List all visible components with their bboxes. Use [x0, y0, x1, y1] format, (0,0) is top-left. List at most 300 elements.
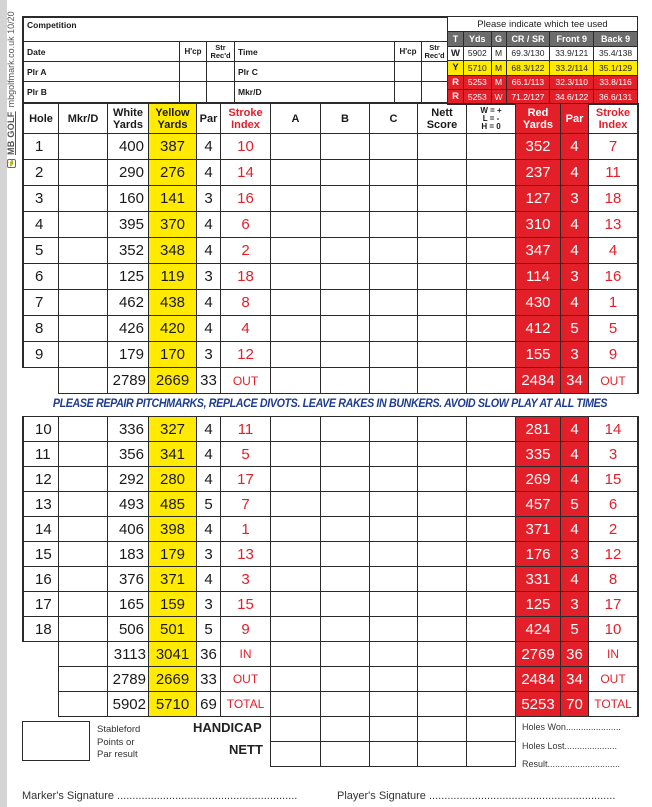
total-wlh-input[interactable]	[466, 691, 516, 717]
red-par	[560, 159, 589, 186]
str-recd-header-left	[206, 41, 235, 62]
par	[196, 491, 221, 517]
wlh-input[interactable]	[466, 133, 516, 160]
player-c-score-input[interactable]	[369, 341, 418, 368]
tee-gender: W	[491, 90, 506, 105]
nett-score-input[interactable]	[417, 591, 467, 617]
col-red-par	[560, 103, 589, 134]
par	[196, 466, 221, 492]
stroke-index	[220, 315, 271, 342]
tee-gender: M	[491, 75, 506, 90]
tee-row-yellow[interactable]	[448, 61, 638, 76]
nett-score-input[interactable]	[417, 441, 467, 467]
wlh-input[interactable]	[466, 541, 516, 567]
par-value: 4	[204, 216, 213, 233]
wlh-input[interactable]	[466, 341, 516, 368]
total-marker-input[interactable]	[58, 666, 108, 692]
wlh-input[interactable]	[466, 211, 516, 238]
nett-input[interactable]	[270, 741, 321, 767]
player-b-score-input[interactable]	[320, 591, 370, 617]
player-c-score-input[interactable]	[369, 289, 418, 316]
holes-won-field[interactable]: Holes Won......................	[522, 722, 621, 732]
player-b-score-input[interactable]	[320, 211, 370, 238]
nett-score-input[interactable]	[417, 566, 467, 592]
red-par-value: 3	[570, 545, 579, 563]
total-white-yards-value: 2789	[112, 670, 146, 688]
red-yards-value: 430	[525, 294, 551, 311]
player-a-score-input[interactable]	[270, 185, 321, 212]
red-par-value: 4	[570, 570, 579, 588]
red-stroke-index-value: 14	[604, 420, 622, 438]
stroke-index-value: 6	[241, 216, 250, 233]
player-c-score-input[interactable]	[369, 566, 418, 592]
total-player-b-input[interactable]	[320, 367, 370, 394]
marker-score-input[interactable]	[58, 591, 108, 617]
player-c-score-input[interactable]	[369, 416, 418, 442]
wlh-input[interactable]	[466, 566, 516, 592]
total-player-c-input[interactable]	[369, 691, 418, 717]
red-yards-value: 412	[525, 320, 551, 337]
white-yards	[107, 341, 149, 368]
competition-field[interactable]	[22, 16, 448, 42]
nett-score-input[interactable]	[417, 237, 467, 264]
site-label: mbgolfmark.co.uk 10/20	[6, 11, 16, 108]
red-par-value: 4	[570, 420, 579, 438]
stroke-index	[220, 341, 271, 368]
nett-score-input[interactable]	[417, 466, 467, 492]
marker-score-input[interactable]	[58, 211, 108, 238]
wlh-input[interactable]	[466, 441, 516, 467]
red-yards-value: 310	[525, 216, 551, 233]
marker-score-input[interactable]	[58, 159, 108, 186]
total-player-c-input[interactable]	[369, 367, 418, 394]
player-a-hcp[interactable]	[179, 61, 207, 82]
total-marker-input[interactable]	[58, 641, 108, 667]
marker-score-input[interactable]	[58, 289, 108, 316]
red-par	[560, 263, 589, 290]
player-b-str[interactable]	[206, 81, 235, 103]
total-red-label	[588, 666, 639, 692]
player-a-score-input[interactable]	[270, 237, 321, 264]
nett-score-input[interactable]	[417, 211, 467, 238]
marker-score-input[interactable]	[58, 341, 108, 368]
white-yards-value: 400	[118, 138, 144, 155]
player-a-score-input[interactable]	[270, 341, 321, 368]
nett-score-input[interactable]	[417, 159, 467, 186]
tee-row-red-women[interactable]	[448, 90, 638, 105]
total-player-c-input[interactable]	[369, 641, 418, 667]
red-yards-value: 347	[525, 242, 551, 259]
player-c-score-input[interactable]	[369, 185, 418, 212]
wlh-input[interactable]	[466, 315, 516, 342]
nett-score-input[interactable]	[417, 616, 467, 642]
total-nett-input[interactable]	[417, 641, 467, 667]
recd-label: Rec'd	[424, 50, 445, 60]
total-marker-input[interactable]	[58, 691, 108, 717]
red-yards-value: 281	[525, 420, 551, 438]
marker-score-input[interactable]	[58, 616, 108, 642]
player-c-score-input[interactable]	[369, 159, 418, 186]
col-stroke-index-text-0: Stroke	[228, 106, 263, 119]
total-par	[196, 367, 221, 394]
player-b-hcp[interactable]	[179, 81, 207, 103]
marker-score-input[interactable]	[58, 491, 108, 517]
hole-number-value: 12	[35, 470, 52, 488]
marker-score-input[interactable]	[58, 416, 108, 442]
wlh-input[interactable]	[466, 516, 516, 542]
par	[196, 516, 221, 542]
total-label	[220, 691, 271, 717]
total-player-a-input[interactable]	[270, 691, 321, 717]
hole-number	[22, 185, 59, 212]
white-yards-value: 336	[118, 420, 144, 438]
player-a-score-input[interactable]	[270, 591, 321, 617]
white-yards	[107, 491, 149, 517]
player-c-score-input[interactable]	[369, 491, 418, 517]
tee-row-red-men[interactable]	[448, 75, 638, 90]
handicap-input[interactable]	[270, 716, 321, 742]
handicap-input[interactable]	[369, 716, 418, 742]
total-nett-input[interactable]	[417, 691, 467, 717]
player-b-score-input[interactable]	[320, 416, 370, 442]
marker-score-input[interactable]	[58, 566, 108, 592]
player-b-score-input[interactable]	[320, 159, 370, 186]
player-c-score-input[interactable]	[369, 263, 418, 290]
col-player-a-text-0: A	[291, 112, 300, 125]
nett-input[interactable]	[320, 741, 370, 767]
wlh-input[interactable]	[466, 591, 516, 617]
white-yards	[107, 466, 149, 492]
red-yards	[515, 491, 561, 517]
player-c-score-input[interactable]	[369, 441, 418, 467]
total-player-b-input[interactable]	[320, 691, 370, 717]
wlh-input[interactable]	[466, 491, 516, 517]
marker-score-input[interactable]	[58, 466, 108, 492]
player-a-score-input[interactable]	[270, 211, 321, 238]
player-c-str[interactable]	[421, 61, 448, 82]
col-red-stroke-index	[588, 103, 639, 134]
player-a-score-input[interactable]	[270, 466, 321, 492]
marker-score-input[interactable]	[58, 541, 108, 567]
red-yards	[515, 159, 561, 186]
tee-code[interactable]: R	[448, 90, 464, 105]
total-nett-input[interactable]	[417, 367, 467, 394]
player-signature-field[interactable]: Player's Signature .............................................................	[337, 790, 616, 802]
col-yellow-yards-text-1: Yards	[157, 118, 188, 131]
red-yards	[515, 541, 561, 567]
player-b-field[interactable]	[22, 81, 180, 103]
handicap-input[interactable]	[466, 716, 516, 742]
col-g: G	[491, 32, 506, 47]
yellow-yards	[148, 416, 197, 442]
nett-input[interactable]	[417, 741, 467, 767]
total-yellow-yards	[148, 691, 197, 717]
player-a-score-input[interactable]	[270, 263, 321, 290]
stroke-index-value: 18	[237, 268, 254, 285]
red-par	[560, 591, 589, 617]
handicap-input[interactable]	[417, 716, 467, 742]
total-red-par-value: 70	[566, 695, 583, 713]
wlh-input[interactable]	[466, 466, 516, 492]
player-a-score-input[interactable]	[270, 491, 321, 517]
col-red-yards-text-1: Yards	[523, 118, 553, 131]
yellow-yards	[148, 185, 197, 212]
col-back9: Back 9	[594, 32, 638, 47]
par-value: 4	[204, 570, 213, 588]
player-c-field[interactable]	[234, 61, 395, 82]
hcp-header-right	[394, 41, 422, 62]
marker-str[interactable]	[421, 81, 448, 103]
player-a-score-input[interactable]	[270, 133, 321, 160]
player-a-score-input[interactable]	[270, 159, 321, 186]
red-stroke-index-value: 6	[608, 495, 618, 513]
competition-label: Competition	[27, 20, 77, 30]
white-yards	[107, 289, 149, 316]
player-c-score-input[interactable]	[369, 516, 418, 542]
red-yards	[515, 133, 561, 160]
hole-number-value: 6	[35, 268, 44, 285]
total-red-label-value: TOTAL	[594, 697, 632, 711]
nett-score-input[interactable]	[417, 315, 467, 342]
player-a-score-input[interactable]	[270, 516, 321, 542]
stroke-index	[220, 441, 271, 467]
hole-number-value: 5	[35, 242, 44, 259]
tee-yards: 5710	[464, 61, 492, 76]
total-player-b-input[interactable]	[320, 666, 370, 692]
red-yards	[515, 315, 561, 342]
red-stroke-index-value: 1	[608, 294, 618, 311]
marker-hcp[interactable]	[394, 81, 422, 103]
result-field[interactable]: Result.............................	[522, 759, 621, 769]
total-wlh-input[interactable]	[466, 666, 516, 692]
col-red-stroke-index-text-0: Stroke	[595, 106, 631, 119]
player-a-score-input[interactable]	[270, 566, 321, 592]
player-c-score-input[interactable]	[369, 616, 418, 642]
wlh-input[interactable]	[466, 616, 516, 642]
nett-input[interactable]	[466, 741, 516, 767]
nett-score-input[interactable]	[417, 516, 467, 542]
col-t: T	[448, 32, 464, 47]
wlh-input[interactable]	[466, 263, 516, 290]
stableford-box[interactable]	[22, 721, 90, 761]
total-red-yards-value: 2769	[521, 645, 555, 663]
holes-lost-field[interactable]: Holes Lost.....................	[522, 741, 618, 751]
nett-score-input[interactable]	[417, 541, 467, 567]
player-c-score-input[interactable]	[369, 541, 418, 567]
marker-signature-field[interactable]: Marker's Signature ...........................................................	[22, 790, 298, 802]
stroke-index-value: 13	[237, 545, 254, 563]
total-wlh-input[interactable]	[466, 367, 516, 394]
col-par-text-0: Par	[199, 112, 218, 125]
total-par-value: 36	[200, 645, 217, 663]
red-yards	[515, 211, 561, 238]
red-stroke-index	[588, 416, 639, 442]
nett-score-input[interactable]	[417, 185, 467, 212]
total-player-a-input[interactable]	[270, 666, 321, 692]
player-a-score-input[interactable]	[270, 541, 321, 567]
player-a-field[interactable]	[22, 61, 180, 82]
nett-score-input[interactable]	[417, 491, 467, 517]
date-field[interactable]	[22, 41, 180, 62]
time-field[interactable]	[234, 41, 395, 62]
tee-crsr: 71.2/127	[506, 90, 550, 105]
nett-input[interactable]	[369, 741, 418, 767]
player-c-hcp[interactable]	[394, 61, 422, 82]
nett-score-input[interactable]	[417, 263, 467, 290]
wlh-input[interactable]	[466, 185, 516, 212]
player-a-score-input[interactable]	[270, 416, 321, 442]
yellow-yards-value: 179	[159, 545, 186, 563]
player-b-score-input[interactable]	[320, 441, 370, 467]
wlh-input[interactable]	[466, 237, 516, 264]
tee-code[interactable]: Y	[448, 61, 464, 76]
par-value: 4	[204, 242, 213, 259]
nett-score-input[interactable]	[417, 289, 467, 316]
player-b-score-input[interactable]	[320, 133, 370, 160]
red-stroke-index	[588, 315, 639, 342]
player-b-score-input[interactable]	[320, 491, 370, 517]
total-wlh-input[interactable]	[466, 641, 516, 667]
player-b-score-input[interactable]	[320, 466, 370, 492]
stableford-label-2: Points or	[97, 737, 135, 748]
marker-field[interactable]	[234, 81, 395, 103]
hole-number	[22, 159, 59, 186]
hole-number	[22, 263, 59, 290]
hole-number	[22, 441, 59, 467]
player-c-score-input[interactable]	[369, 591, 418, 617]
red-stroke-index	[588, 591, 639, 617]
yellow-yards	[148, 315, 197, 342]
total-red-yards	[515, 367, 561, 394]
red-stroke-index-value: 8	[608, 570, 618, 588]
hole-number-value: 4	[35, 216, 44, 233]
handicap-input[interactable]	[320, 716, 370, 742]
total-nett-input[interactable]	[417, 666, 467, 692]
red-yards-value: 125	[525, 595, 551, 613]
hole-number	[22, 616, 59, 642]
player-b-score-input[interactable]	[320, 566, 370, 592]
stroke-index-value: 17	[237, 470, 254, 488]
total-red-label-value: IN	[607, 647, 619, 661]
player-c-score-input[interactable]	[369, 211, 418, 238]
wlh-input[interactable]	[466, 159, 516, 186]
red-yards-value: 424	[525, 620, 551, 638]
wlh-input[interactable]	[466, 289, 516, 316]
player-b-score-input[interactable]	[320, 516, 370, 542]
red-stroke-index-value: 17	[604, 595, 622, 613]
red-stroke-index	[588, 466, 639, 492]
par	[196, 237, 221, 264]
marker-score-input[interactable]	[58, 133, 108, 160]
stroke-index	[220, 263, 271, 290]
nett-score-input[interactable]	[417, 133, 467, 160]
yellow-yards	[148, 211, 197, 238]
marker-score-input[interactable]	[58, 315, 108, 342]
red-stroke-index-value: 15	[604, 470, 622, 488]
tee-code[interactable]: W	[448, 46, 464, 61]
red-stroke-index	[588, 263, 639, 290]
brand-label: MB GOLF	[6, 111, 16, 155]
nett-score-input[interactable]	[417, 416, 467, 442]
tee-back9: 36.6/131	[594, 90, 638, 105]
red-yards	[515, 416, 561, 442]
hcp-label: H'cp	[184, 46, 202, 56]
total-player-b-input[interactable]	[320, 641, 370, 667]
par-value: 4	[204, 470, 213, 488]
player-a-str[interactable]	[206, 61, 235, 82]
red-stroke-index	[588, 441, 639, 467]
hole-number	[22, 491, 59, 517]
player-a-score-input[interactable]	[270, 616, 321, 642]
player-b-score-input[interactable]	[320, 263, 370, 290]
time-label: Time	[238, 46, 258, 57]
marker-score-input[interactable]	[58, 185, 108, 212]
player-b-label: Plr B	[27, 87, 47, 97]
player-b-score-input[interactable]	[320, 237, 370, 264]
red-stroke-index	[588, 491, 639, 517]
par-value: 3	[204, 346, 213, 363]
total-red-yards-value: 2484	[521, 372, 555, 389]
par-value: 3	[204, 595, 213, 613]
player-a-score-input[interactable]	[270, 441, 321, 467]
player-c-score-input[interactable]	[369, 237, 418, 264]
col-wlh-text-2: H = 0	[481, 121, 501, 131]
total-marker-input[interactable]	[58, 367, 108, 394]
stroke-index	[220, 591, 271, 617]
marker-score-input[interactable]	[58, 237, 108, 264]
yellow-yards	[148, 159, 197, 186]
stroke-index	[220, 566, 271, 592]
total-red-label-value: OUT	[600, 672, 626, 686]
total-white-yards-value: 5902	[112, 695, 146, 713]
player-c-score-input[interactable]	[369, 315, 418, 342]
player-a-score-input[interactable]	[270, 315, 321, 342]
total-player-a-input[interactable]	[270, 641, 321, 667]
yellow-yards	[148, 466, 197, 492]
total-player-a-input[interactable]	[270, 367, 321, 394]
tee-row-white[interactable]	[448, 46, 638, 61]
col-stroke-index	[220, 103, 271, 134]
total-player-c-input[interactable]	[369, 666, 418, 692]
player-b-score-input[interactable]	[320, 616, 370, 642]
nett-score-input[interactable]	[417, 341, 467, 368]
player-c-score-input[interactable]	[369, 133, 418, 160]
hole-number-value: 10	[35, 420, 52, 438]
red-par-value: 4	[570, 216, 579, 233]
player-b-score-input[interactable]	[320, 289, 370, 316]
marker-score-input[interactable]	[58, 441, 108, 467]
player-b-score-input[interactable]	[320, 185, 370, 212]
player-a-score-input[interactable]	[270, 289, 321, 316]
player-b-score-input[interactable]	[320, 315, 370, 342]
red-yards-value: 176	[525, 545, 551, 563]
red-stroke-index-value: 13	[604, 216, 622, 233]
white-yards-value: 506	[118, 620, 144, 638]
player-b-score-input[interactable]	[320, 541, 370, 567]
tee-code[interactable]: R	[448, 75, 464, 90]
player-c-score-input[interactable]	[369, 466, 418, 492]
stroke-index-value: 3	[241, 570, 250, 588]
wlh-input[interactable]	[466, 416, 516, 442]
par	[196, 591, 221, 617]
marker-score-input[interactable]	[58, 516, 108, 542]
red-par-value: 3	[570, 268, 579, 285]
total-label-value: IN	[239, 647, 252, 661]
player-b-score-input[interactable]	[320, 341, 370, 368]
hole-number-value: 7	[35, 294, 44, 311]
marker-score-input[interactable]	[58, 263, 108, 290]
white-yards	[107, 211, 149, 238]
